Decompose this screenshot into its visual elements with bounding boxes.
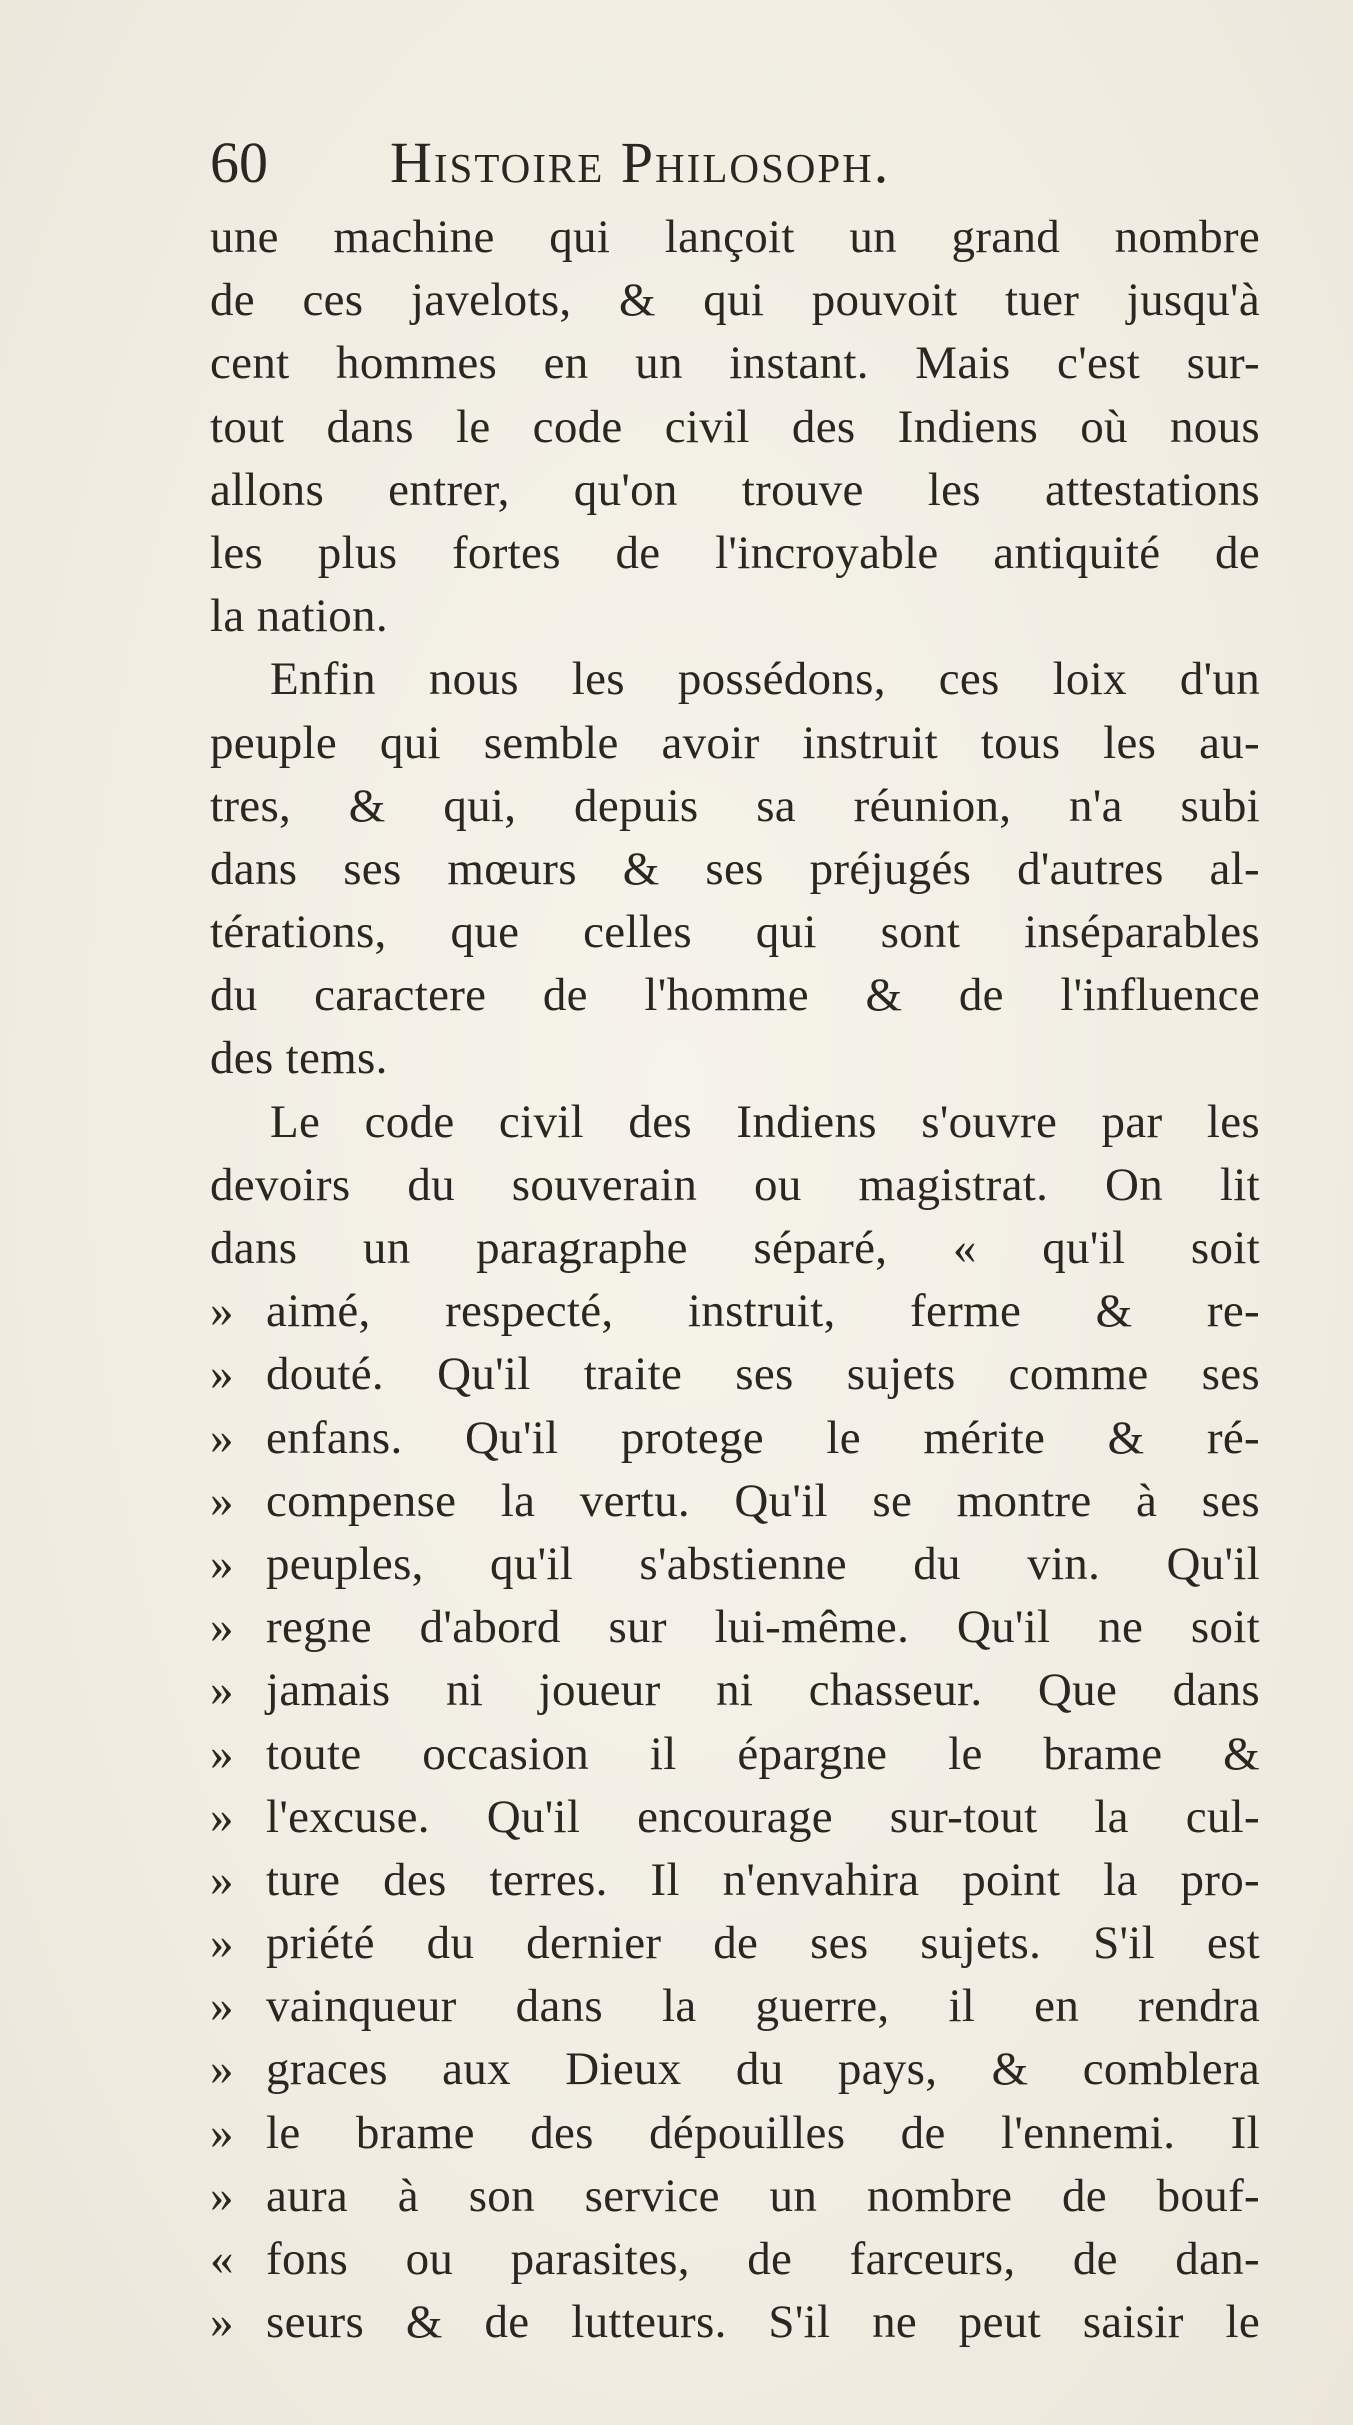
quoted-text: aimé, respecté, instruit, ferme & re- (266, 1285, 1260, 1338)
quoted-line (210, 1280, 1260, 1343)
guillemet-mark: » (210, 1411, 234, 1464)
quoted-text: peuples, qu'il s'abstienne du vin. Qu'il (266, 1537, 1260, 1590)
guillemet-mark: » (210, 2106, 234, 2159)
guillemet-mark: » (210, 1853, 234, 1906)
text-line: dans ses mœurs & ses préjugés d'autres al- (210, 842, 1260, 895)
text-line: tout dans le code civil des Indiens où nous (210, 400, 1260, 453)
text-line: allons entrer, qu'on trouve les attestations (210, 463, 1260, 516)
body-text (210, 206, 1260, 2354)
quoted-line (210, 1533, 1260, 1596)
page-number: 60 (210, 130, 268, 195)
text-line: tres, & qui, depuis sa réunion, n'a subi (210, 779, 1260, 832)
running-title: Histoire Philosoph. (390, 130, 891, 195)
quoted-line (210, 2038, 1260, 2101)
guillemet-mark: » (210, 1727, 234, 1780)
quoted-line (210, 1407, 1260, 1470)
quoted-line (210, 1470, 1260, 1533)
quoted-text: toute occasion il épargne le brame & (266, 1727, 1260, 1780)
text-line: de ces javelots, & qui pouvoit tuer jusqu'à (210, 274, 1260, 327)
quoted-line (210, 2165, 1260, 2228)
guillemet-mark: » (210, 1664, 234, 1717)
text-line: une machine qui lançoit un grand nombre (210, 211, 1260, 263)
quoted-line (210, 1596, 1260, 1659)
text-line: devoirs du souverain ou magistrat. On lit (210, 1158, 1260, 1211)
quoted-text: ture des terres. Il n'envahira point la pro- (266, 1853, 1260, 1906)
guillemet-mark: » (210, 2169, 234, 2222)
guillemet-mark: » (210, 1474, 234, 1527)
text-line: dans un paragraphe séparé, « qu'il soit (210, 1222, 1260, 1274)
quoted-text: priété du dernier de ses sujets. S'il est (266, 1917, 1260, 1970)
running-header (210, 128, 1210, 198)
guillemet-mark: » (210, 1601, 234, 1654)
quoted-text: seurs & de lutteurs. S'il ne peut saisir le (266, 2296, 1260, 2349)
quoted-line (210, 1849, 1260, 1912)
quoted-line (210, 1343, 1260, 1406)
quoted-text: douté. Qu'il traite ses sujets comme ses (266, 1348, 1260, 1401)
quoted-line (210, 2102, 1260, 2165)
text-line: Enfin nous les possédons, ces loix d'un (270, 653, 1260, 706)
guillemet-mark: » (210, 1980, 234, 2033)
quoted-text: regne d'abord sur lui-même. Qu'il ne soit (266, 1601, 1260, 1654)
guillemet-mark: « (210, 2233, 234, 2285)
quoted-line (210, 1912, 1260, 1975)
guillemet-mark: » (210, 2043, 234, 2096)
quoted-text: enfans. Qu'il protege le mérite & ré- (266, 1411, 1260, 1464)
text-line: des tems. (210, 1032, 388, 1085)
guillemet-mark: » (210, 1285, 234, 1338)
quoted-line (210, 1975, 1260, 2038)
text-line: Le code civil des Indiens s'ouvre par les (270, 1095, 1260, 1148)
quoted-line (210, 1723, 1260, 1786)
quoted-text: vainqueur dans la guerre, il en rendra (266, 1980, 1260, 2033)
quoted-text: jamais ni joueur ni chasseur. Que dans (266, 1664, 1260, 1717)
quoted-text: aura à son service un nombre de bouf- (266, 2169, 1260, 2222)
text-line: du caractere de l'homme & de l'influence (210, 969, 1260, 1022)
quoted-text: compense la vertu. Qu'il se montre à ses (266, 1474, 1260, 1527)
quoted-line (210, 2228, 1260, 2291)
guillemet-mark: » (210, 2296, 234, 2349)
quoted-text: l'excuse. Qu'il encourage sur-tout la cul- (266, 1790, 1260, 1843)
text-line: cent hommes en un instant. Mais c'est sur- (210, 337, 1260, 390)
guillemet-mark: » (210, 1917, 234, 1970)
text-line: les plus fortes de l'incroyable antiquité de (210, 526, 1260, 579)
quoted-line (210, 1659, 1260, 1722)
quoted-line (210, 1786, 1260, 1849)
guillemet-mark: » (210, 1790, 234, 1843)
text-line: térations, que celles qui sont inséparables (210, 906, 1260, 959)
text-line: la nation. (210, 590, 388, 643)
quoted-text: graces aux Dieux du pays, & comblera (266, 2043, 1260, 2096)
text-line: peuple qui semble avoir instruit tous les au- (210, 716, 1260, 769)
quoted-line (210, 2291, 1260, 2354)
quoted-text: fons ou parasites, de farceurs, de dan- (266, 2233, 1260, 2285)
guillemet-mark: » (210, 1537, 234, 1590)
guillemet-mark: » (210, 1348, 234, 1401)
quoted-text: le brame des dépouilles de l'ennemi. Il (266, 2106, 1260, 2159)
